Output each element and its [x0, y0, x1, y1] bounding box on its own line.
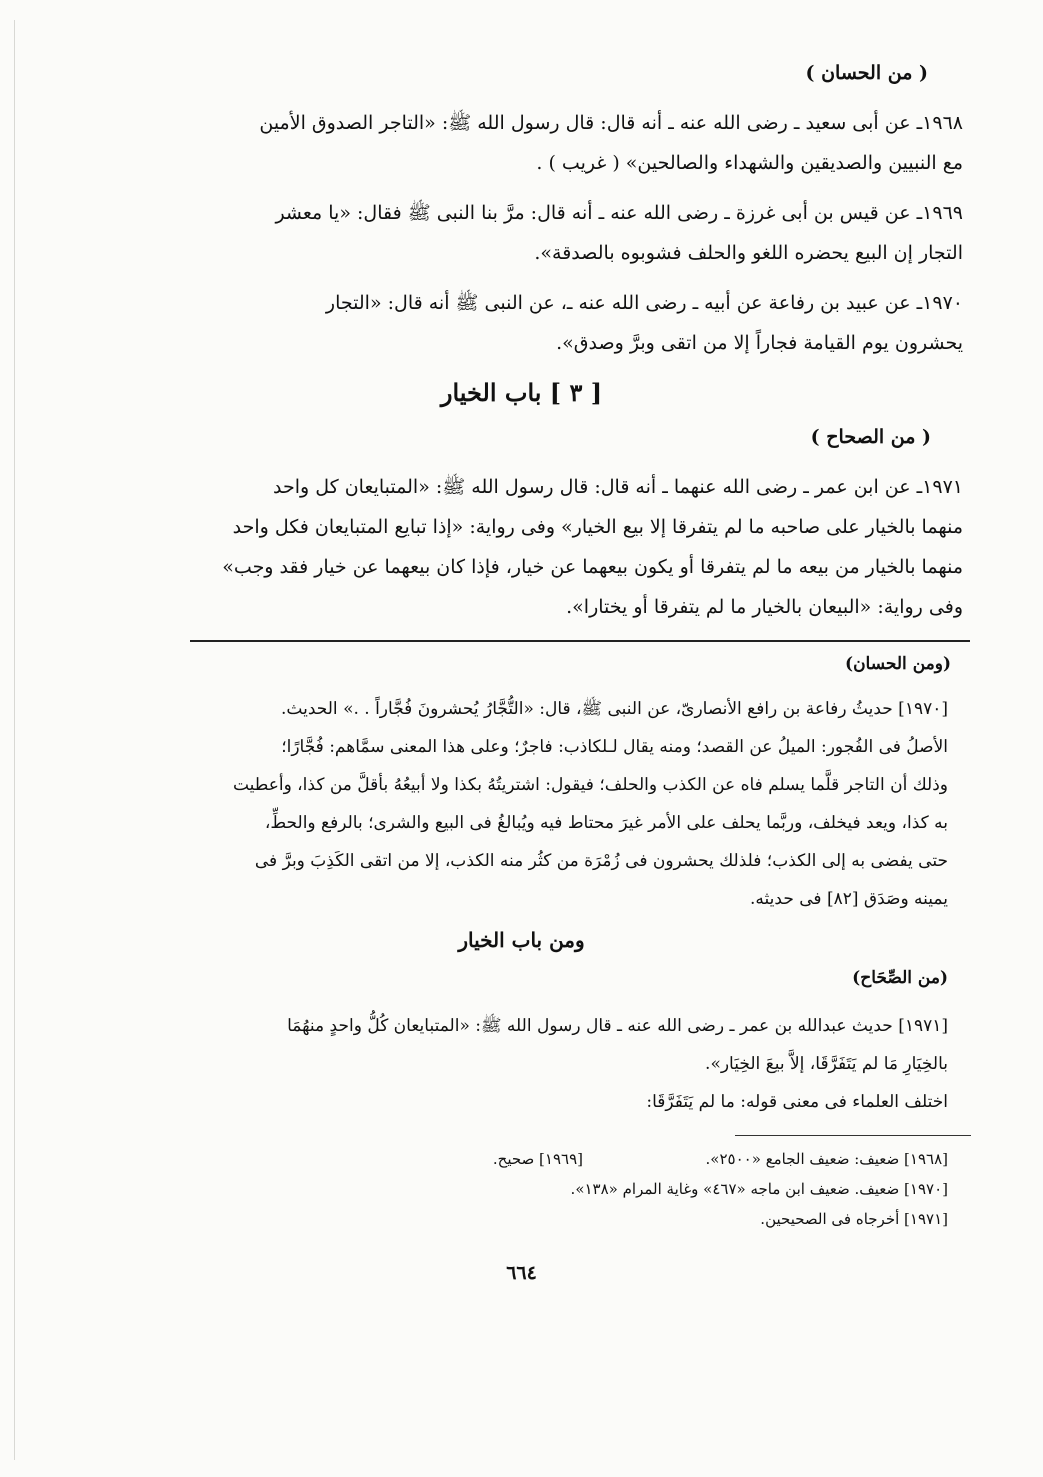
commentary-1970-line-6: يمينه وصَدَق [٨٢] فى حديثه.	[750, 889, 948, 909]
commentary-chapter-title: ومن باب الخيار	[458, 928, 585, 952]
footnote-divider	[735, 1135, 971, 1136]
hadith-1970-line-2: يحشرون يوم القيامة فجاراً إلا من اتقى وبرَّ وصدق».	[556, 332, 963, 354]
commentary-1970-line-2: الأصلُ فى الفُجور: الميلُ عن القصد؛ ومنه يقال لـلكاذب: فاجرٌ؛ وعلى هذا المعنى سمَّاهم: فُجَّارًا؛	[281, 737, 948, 757]
hadith-1971-line-3: منهما بالخيار من بيعه ما لم يتفرقا أو يكون بيعهما عن خيار، فإذا كان بيعهما عن خيار فقد وجب»	[222, 556, 963, 578]
footnote-1969: [١٩٦٩] صحيح.	[492, 1150, 583, 1168]
section-heading-sahih: ( من الصحاح )	[810, 426, 931, 448]
hadith-1971-line-4: وفى رواية: «البيعان بالخيار ما لم يتفرقا أو يختارا».	[566, 596, 963, 618]
hadith-1968-line-2: مع النبيين والصديقين والشهداء والصالحين» ( غريب ) .	[536, 152, 963, 174]
section-divider	[190, 640, 970, 642]
footnote-1970: [١٩٧٠] ضعيف. ضعيف ابن ماجه «٤٦٧» وغاية المرام «١٣٨».	[570, 1180, 948, 1198]
commentary-1970-line-1: [١٩٧٠] حديثُ رفاعة بن رافع الأنصارىّ، عن النبى ﷺ، قال: «التُّجَّارُ يُحشرونَ فُجَّاراً . .» الحديث.	[281, 699, 948, 719]
commentary-1970-line-5: حتى يفضى به إلى الكذب؛ فلذلك يحشرون فى زُمْرَة من كثُر منه الكذب، إلا من اتقى الكَذِبَ وبرَّ فى	[254, 851, 948, 871]
commentary-heading-hasan: (ومن الحسان)	[845, 654, 951, 674]
hadith-1969-line-2: التجار إن البيع يحضره اللغو والحلف فشوبوه بالصدقة».	[534, 242, 963, 264]
commentary-1971-line-1: [١٩٧١] حديث عبدالله بن عمر ـ رضى الله عنه ـ قال رسول الله ﷺ: «المتبايعان كُلُّ واحدٍ منهُمَا	[287, 1016, 948, 1036]
commentary-1970-line-3: وذلك أن التاجر قلَّما يسلم فاه عن الكذب والحلف؛ فيقول: اشتريتُهُ بكذا ولا أبيعُهُ بأقلَّ من كذا، وأعطيت	[232, 775, 948, 795]
hadith-1971-line-2: منهما بالخيار على صاحبه ما لم يتفرقا إلا بيع الخيار» وفى رواية: «إذا تبايع المتبايعان فكل واحد	[232, 516, 963, 538]
commentary-heading-sahih: (من الصِّحَاح)	[852, 968, 948, 988]
hadith-1969-line-1: ١٩٦٩ـ عن قيس بن أبى غرزة ـ رضى الله عنه ـ أنه قال: مرَّ بنا النبى ﷺ فقال: «يا معشر	[275, 202, 963, 224]
commentary-1970-line-4: به كذا، ويعد فيخلف، وربَّما يحلف على الأمر غيرَ محتاط فيه ويُبالغُ فى البيع والشرى؛ بالرفع والحطِّ،	[264, 813, 948, 833]
hadith-1968-line-1: ١٩٦٨ـ عن أبى سعيد ـ رضى الله عنه ـ أنه قال: قال رسول الله ﷺ: «التاجر الصدوق الأمين	[259, 112, 963, 134]
commentary-1971-line-3: اختلف العلماء فى معنى قوله: ما لم يَتَفَرَّقَا:	[646, 1092, 948, 1112]
footnote-1971: [١٩٧١] أخرجاه فى الصحيحين.	[760, 1210, 948, 1228]
commentary-1971-line-2: بالخِيَارِ مَا لم يَتَفَرَّقَا، إلاَّ بيعَ الخِيَار».	[705, 1054, 948, 1074]
page-number: ٦٦٤	[506, 1262, 537, 1284]
chapter-title: [ ٣ ] باب الخيار	[440, 378, 603, 407]
footnote-1968: [١٩٦٨] ضعيف: ضعيف الجامع «٢٥٠٠».	[705, 1150, 948, 1168]
section-heading-hasan: ( من الحسان )	[805, 62, 928, 84]
hadith-1970-line-1: ١٩٧٠ـ عن عبيد بن رفاعة عن أبيه ـ رضى الله عنه ـ، عن النبى ﷺ أنه قال: «التجار	[325, 292, 963, 314]
hadith-1971-line-1: ١٩٧١ـ عن ابن عمر ـ رضى الله عنهما ـ أنه قال: قال رسول الله ﷺ: «المتبايعان كل واحد	[273, 476, 963, 498]
